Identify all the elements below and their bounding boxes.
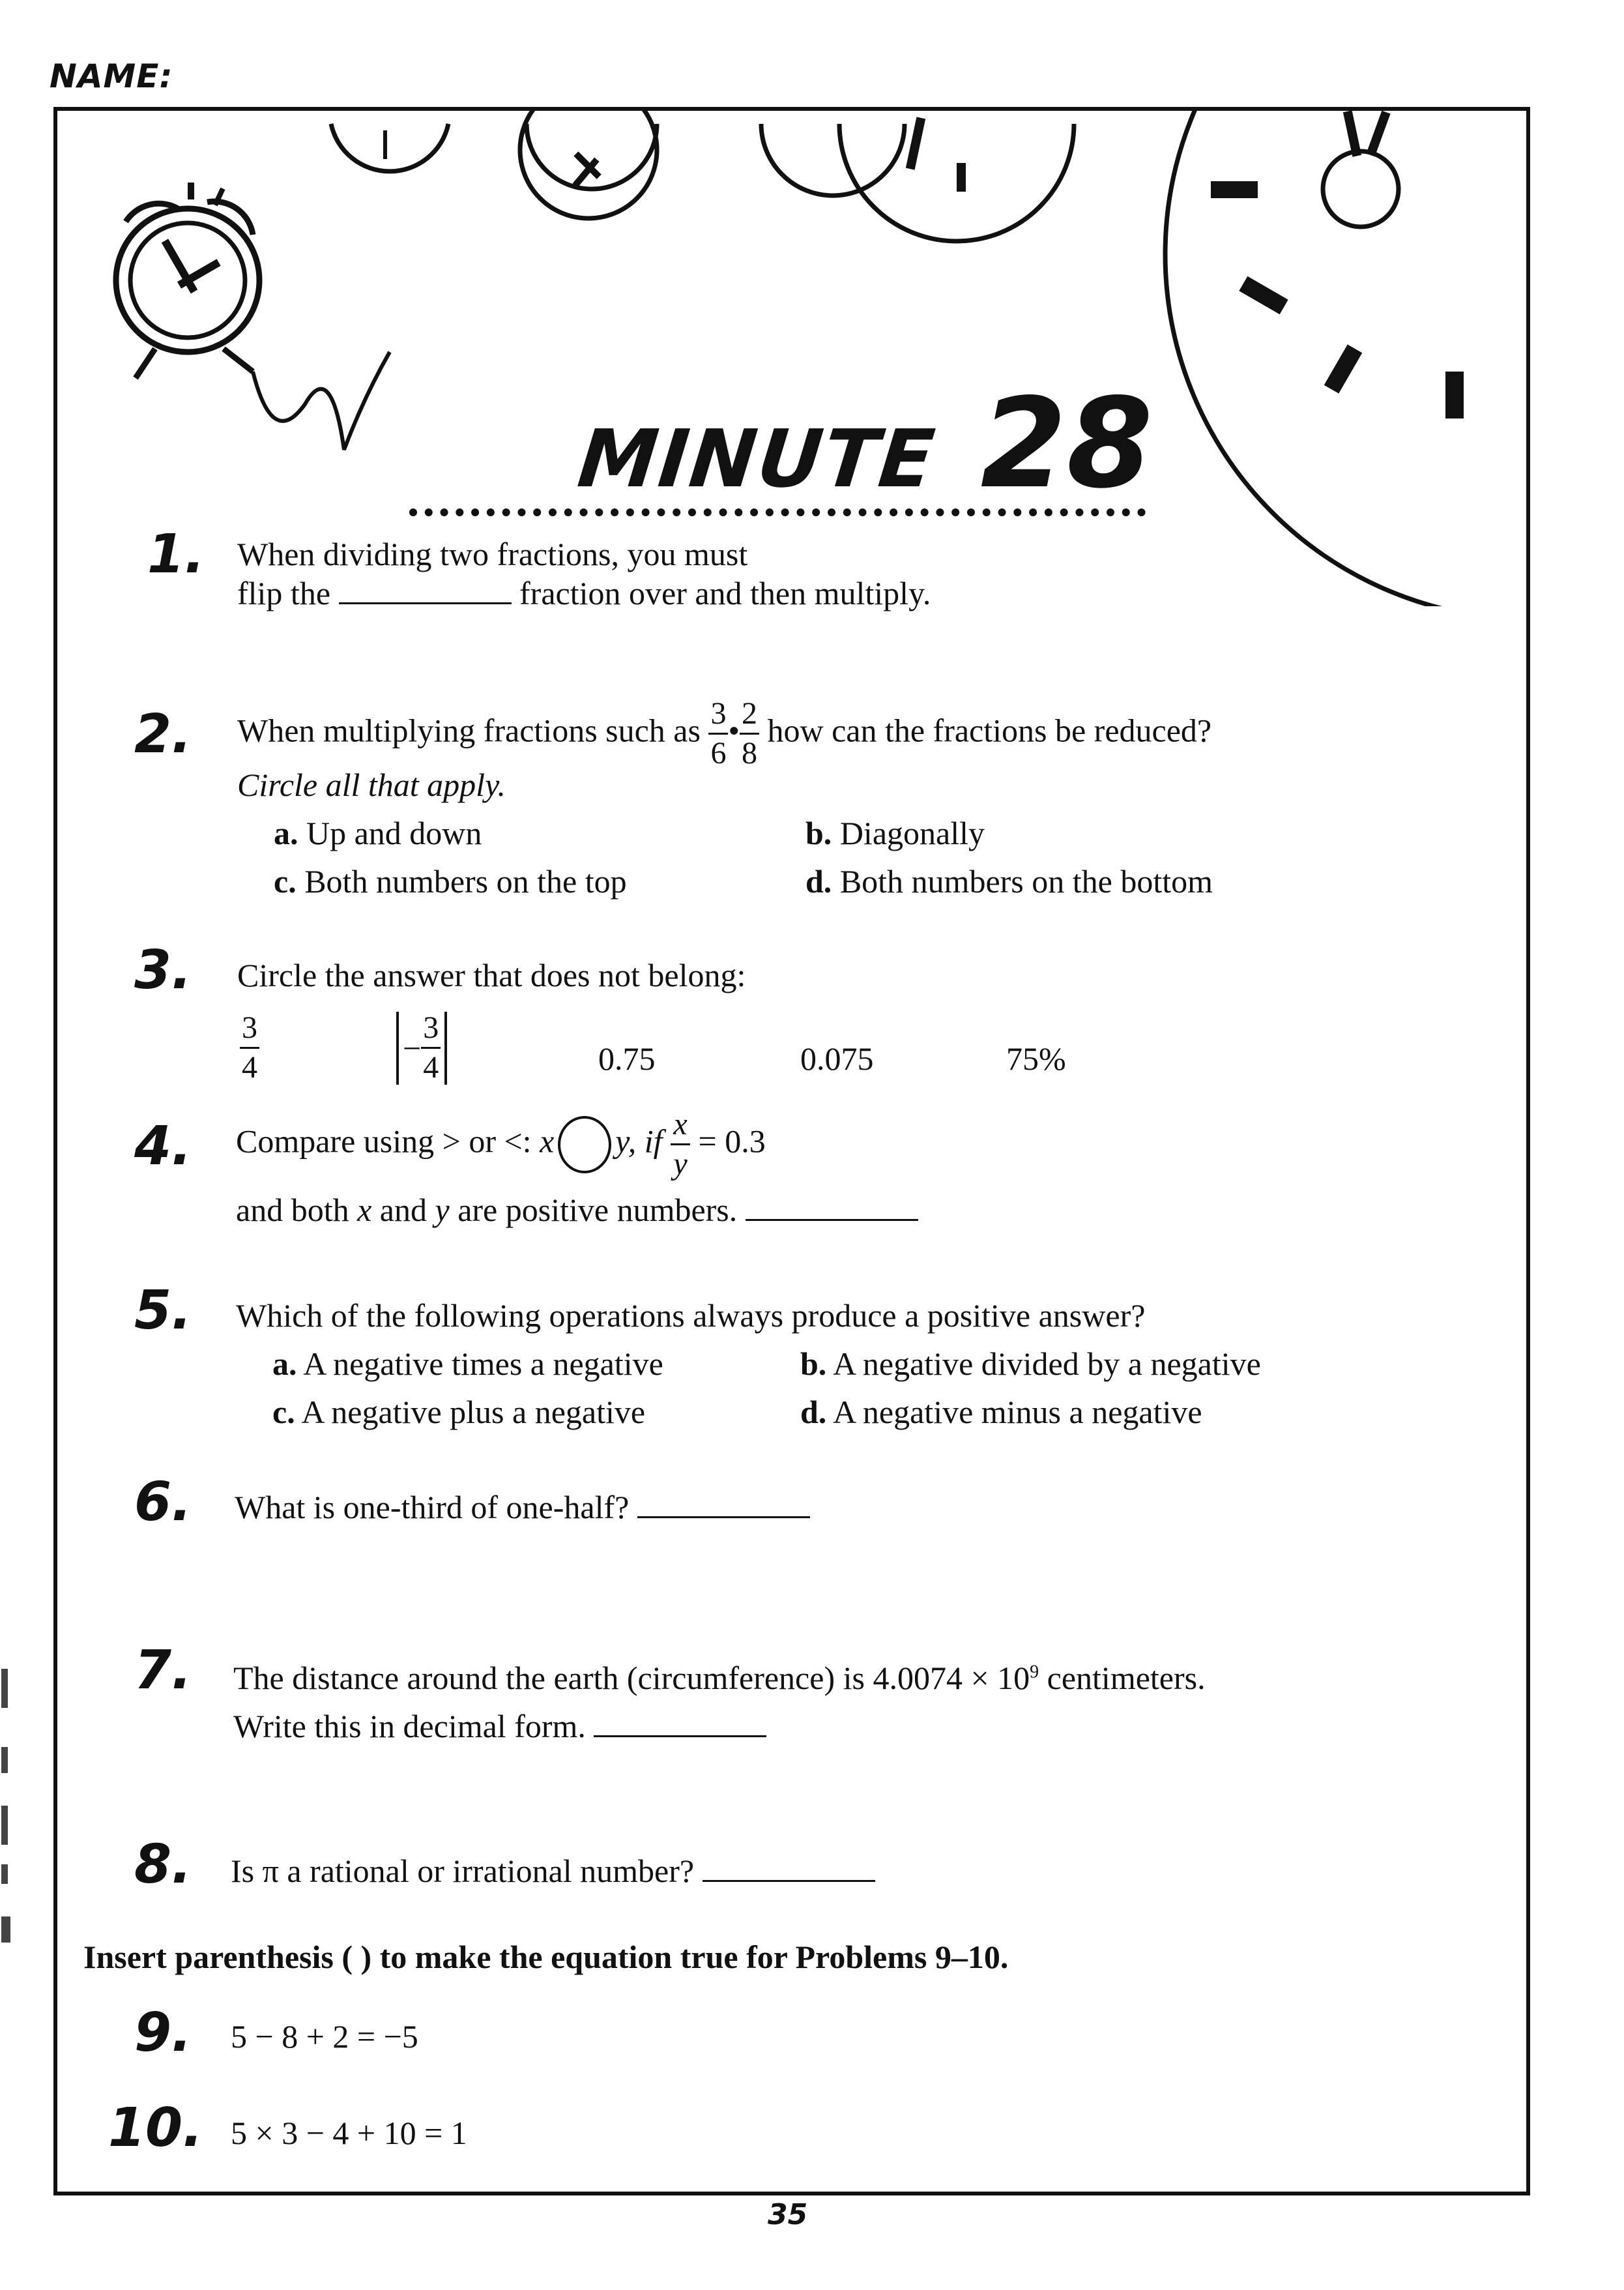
option-letter: c. xyxy=(272,1394,295,1430)
absolute-value xyxy=(396,1012,447,1085)
fraction-numerator: 3 xyxy=(710,696,727,731)
fraction-numerator: x xyxy=(673,1107,688,1141)
option[interactable] xyxy=(274,814,482,853)
answer-blank[interactable] xyxy=(703,1851,875,1882)
equation[interactable]: 5 − 8 + 2 = −5 xyxy=(231,2018,418,2055)
option-letter: d. xyxy=(800,1394,827,1430)
problem-2-line1-before: When multiplying fractions such as xyxy=(237,712,701,749)
multiply-dot: • xyxy=(728,712,740,749)
fraction-denominator: y xyxy=(673,1147,688,1182)
fraction-denominator: 8 xyxy=(741,736,757,771)
text: and xyxy=(379,1192,427,1228)
option-text: A negative times a negative xyxy=(303,1345,663,1382)
dotted-divider xyxy=(409,508,1146,516)
problem-2-line1-after: how can the fractions be reduced? xyxy=(767,712,1212,749)
problem-1-line2-before: flip the xyxy=(237,575,331,611)
problem-6-text: What is one-third of one-half? xyxy=(235,1489,630,1525)
answer-choice[interactable]: 0.75 xyxy=(598,1040,656,1077)
option-text: Up and down xyxy=(306,815,482,851)
problem-2-text xyxy=(237,697,1211,771)
problem-number: 4. xyxy=(134,1115,192,1177)
fraction-numerator: 2 xyxy=(741,696,757,731)
problem-4-line1-before: Compare using > or <: xyxy=(236,1123,532,1160)
problem-2-line1 xyxy=(237,697,1211,771)
exponent-base: 10 xyxy=(997,1660,1030,1696)
problem-1-line2 xyxy=(237,574,931,613)
fraction xyxy=(240,1012,259,1085)
clock-illustration xyxy=(57,111,1530,606)
problem-4-line2 xyxy=(236,1190,918,1229)
equals-value: = 0.3 xyxy=(698,1123,766,1160)
option-letter: b. xyxy=(805,815,832,851)
problem-number: 7. xyxy=(134,1639,192,1701)
problem-7-line1 xyxy=(233,1658,1206,1697)
instruction-text: Insert parenthesis ( ) to make the equation true for Problems 9–10. xyxy=(83,1939,1009,1975)
clock-icon xyxy=(331,124,448,171)
problem-6-line1 xyxy=(235,1488,810,1527)
option-letter: c. xyxy=(274,863,297,900)
variable-y: y, if xyxy=(615,1123,663,1160)
answer-blank[interactable] xyxy=(637,1488,810,1518)
problem-8-text: Is π a rational or irrational number? xyxy=(231,1853,695,1889)
problem-number: 1. xyxy=(147,523,205,585)
negative-sign: − xyxy=(403,1029,422,1066)
fraction-numerator: 3 xyxy=(242,1010,257,1045)
option[interactable] xyxy=(274,862,627,901)
answer-choice[interactable] xyxy=(396,1012,447,1085)
option-text: A negative plus a negative xyxy=(301,1394,646,1430)
times-sign: × xyxy=(970,1660,989,1696)
problem-2-line2: Circle all that apply. xyxy=(237,767,506,803)
fraction-denominator: 6 xyxy=(710,736,727,771)
problem-number: 5. xyxy=(134,1280,192,1342)
option-letter: b. xyxy=(800,1345,827,1382)
fraction xyxy=(708,697,728,771)
problem-7-line2-text: Write this in decimal form. xyxy=(233,1708,586,1744)
fraction-denominator: 4 xyxy=(242,1050,257,1085)
fraction-denominator: 4 xyxy=(423,1050,439,1085)
problem-7-line1-after: centimeters. xyxy=(1047,1660,1206,1696)
fraction xyxy=(671,1108,690,1181)
option-letter: d. xyxy=(805,863,832,900)
worksheet-frame xyxy=(53,107,1530,2195)
option-text: A negative divided by a negative xyxy=(833,1345,1261,1382)
title-word: MINUTE xyxy=(573,413,940,505)
text: and both xyxy=(236,1192,349,1228)
page-title xyxy=(573,372,1153,516)
variable-y: y xyxy=(435,1192,450,1228)
fraction xyxy=(421,1012,441,1085)
option[interactable] xyxy=(800,1344,1261,1383)
problem-3-line1: Circle the answer that does not belong: xyxy=(237,957,746,993)
problem-1-line1: When dividing two fractions, you must xyxy=(237,536,748,572)
problem-7-line1-before: The distance around the earth (circumference) is 4.0074 xyxy=(233,1660,963,1696)
option[interactable] xyxy=(805,862,1213,901)
answer-blank[interactable] xyxy=(746,1190,918,1221)
equation[interactable]: 5 × 3 − 4 + 10 = 1 xyxy=(231,2115,467,2151)
answer-blank[interactable] xyxy=(594,1707,766,1737)
title-number: 28 xyxy=(980,372,1153,516)
problem-8-line1 xyxy=(231,1851,875,1890)
option[interactable] xyxy=(805,814,985,853)
compare-circle[interactable] xyxy=(558,1116,611,1173)
option-text: Diagonally xyxy=(839,815,985,851)
problem-number: 2. xyxy=(134,703,192,765)
problem-5-line1: Which of the following operations always produce a positive answer? xyxy=(236,1297,1146,1334)
problem-number: 6. xyxy=(134,1471,192,1533)
option-text: Both numbers on the top xyxy=(304,863,627,900)
fraction-numerator: 3 xyxy=(423,1010,439,1045)
option[interactable] xyxy=(272,1344,663,1383)
option-text: A negative minus a negative xyxy=(833,1394,1202,1430)
problem-1-line2-after: fraction over and then multiply. xyxy=(519,575,931,611)
binding-marks xyxy=(0,1669,20,1969)
variable-x: x xyxy=(357,1192,372,1228)
answer-choice[interactable]: 75% xyxy=(1006,1040,1066,1077)
option-letter: a. xyxy=(274,815,298,851)
option[interactable] xyxy=(800,1392,1202,1431)
option-letter: a. xyxy=(272,1345,297,1382)
option[interactable] xyxy=(272,1392,645,1431)
fraction xyxy=(740,697,759,771)
problem-1-text xyxy=(237,535,931,613)
problem-4-line1 xyxy=(236,1108,766,1181)
answer-choice[interactable]: 0.075 xyxy=(800,1040,874,1077)
option-text: Both numbers on the bottom xyxy=(839,863,1213,900)
text: are positive numbers. xyxy=(457,1192,738,1228)
problem-number: 10. xyxy=(108,2097,203,2159)
answer-choice[interactable] xyxy=(240,1012,259,1085)
problem-number: 3. xyxy=(134,939,192,1001)
problem-7-line2 xyxy=(233,1707,766,1746)
problem-number: 8. xyxy=(134,1834,192,1896)
answer-blank[interactable] xyxy=(339,574,512,604)
page-number: 35 xyxy=(768,2198,808,2231)
exponent: 9 xyxy=(1030,1662,1039,1682)
name-label: NAME: xyxy=(50,57,173,95)
problem-number: 9. xyxy=(134,2002,192,2064)
variable-x: x xyxy=(540,1123,555,1160)
